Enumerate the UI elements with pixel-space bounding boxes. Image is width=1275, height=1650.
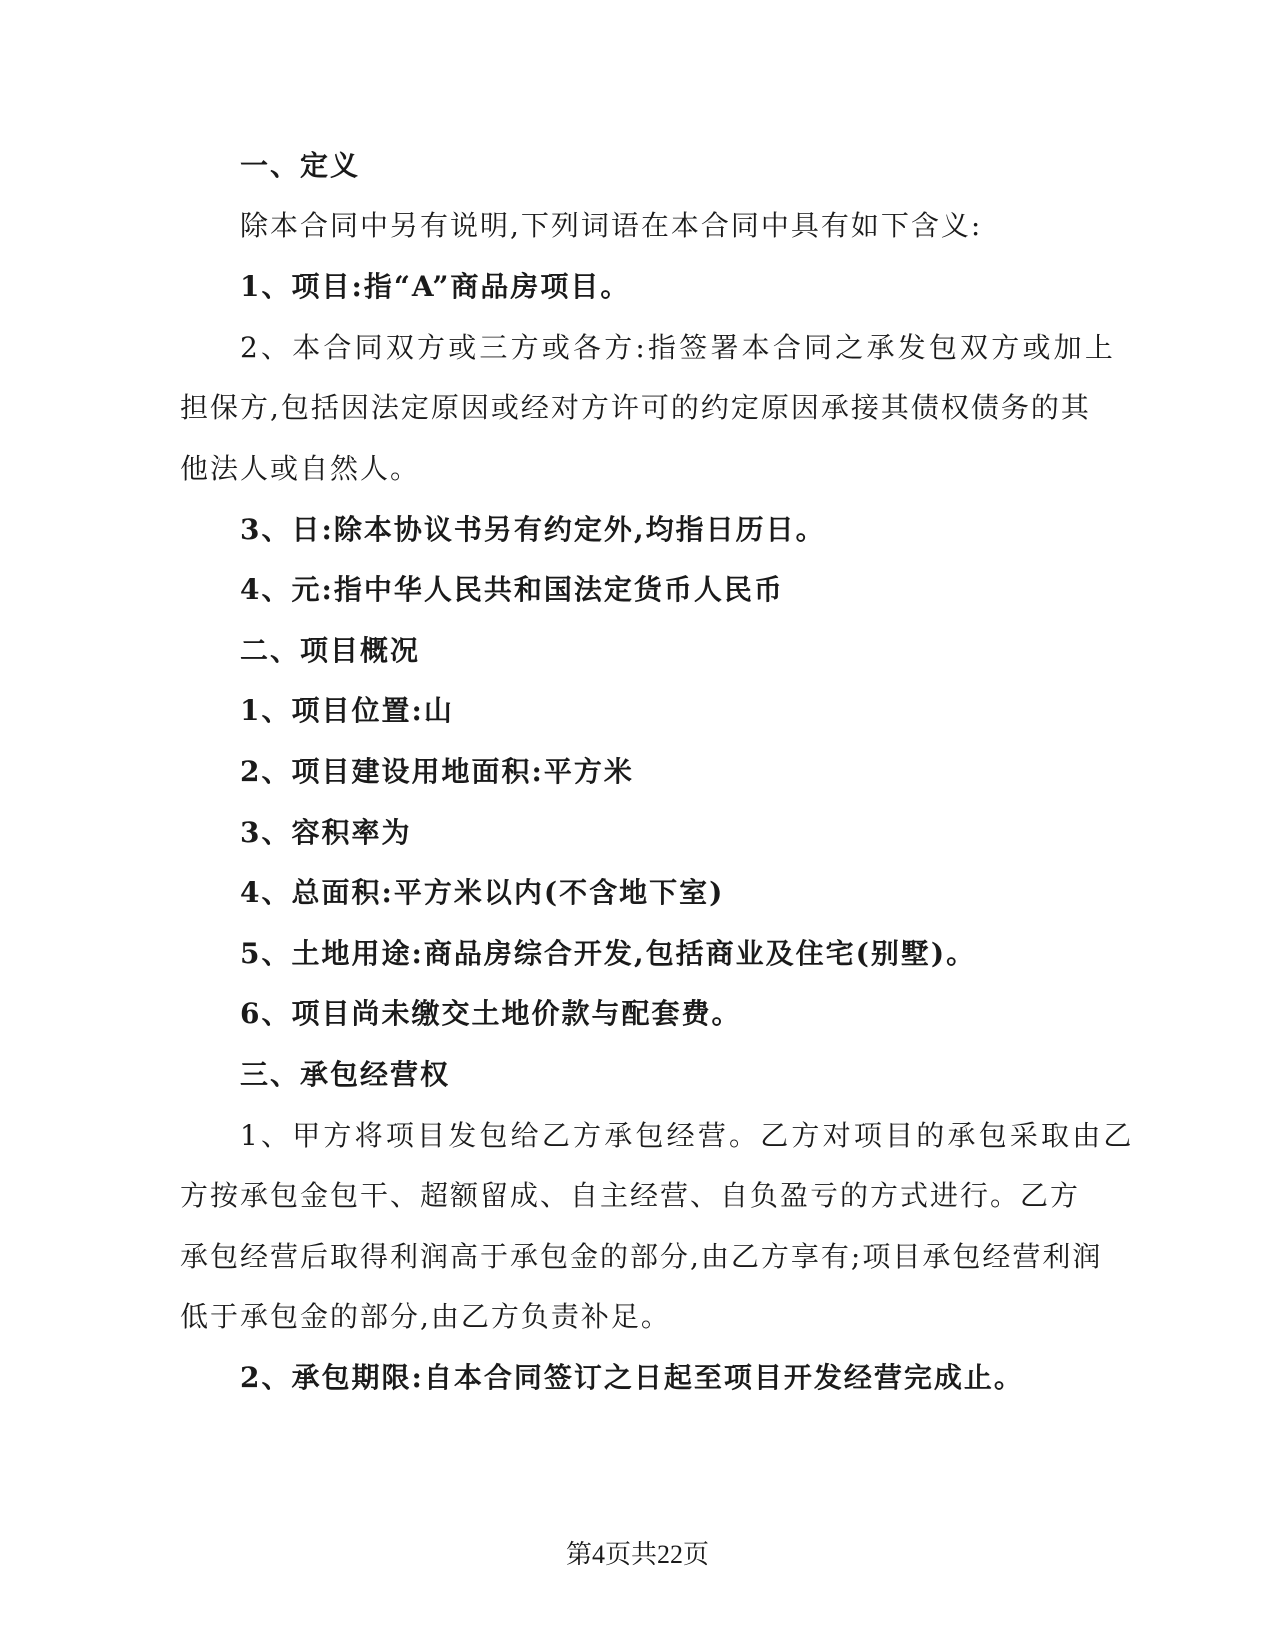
overview-item-3: 3、容积率为 [240, 816, 412, 849]
definition-item-2-line-3: 他法人或自然人。 [180, 452, 421, 485]
definition-item-3: 3、日:除本协议书另有约定外,均指日历日。 [240, 513, 826, 546]
overview-item-6: 6、项目尚未缴交土地价款与配套费。 [240, 997, 742, 1030]
overview-item-1: 1、项目位置:山 [240, 694, 454, 727]
operation-item-1-line-4: 低于承包金的部分,由乙方负责补足。 [180, 1300, 671, 1333]
overview-item-2: 2、项目建设用地面积:平方米 [240, 755, 634, 788]
section-heading-contract-operation: 三、承包经营权 [240, 1058, 451, 1091]
page-number-footer: 第4页共22页 [565, 1540, 709, 1569]
definition-item-2-line-2: 担保方,包括因法定原因或经对方许可的约定原因承接其债权债务的其 [180, 391, 1091, 424]
overview-item-5: 5、土地用途:商品房综合开发,包括商业及住宅(别墅)。 [240, 937, 977, 970]
section-heading-definitions: 一、定义 [240, 149, 361, 182]
operation-item-2: 2、承包期限:自本合同签订之日起至项目开发经营完成止。 [240, 1361, 1024, 1394]
overview-item-4: 4、总面积:平方米以内(不含地下室) [240, 876, 725, 909]
definition-item-1: 1、项目:指“A”商品房项目。 [240, 270, 631, 303]
definition-item-2-line-1: 2、本合同双方或三方或各方:指签署本合同之承发包双方或加上 [240, 331, 1117, 364]
paragraph-intro: 除本合同中另有说明,下列词语在本合同中具有如下含义: [240, 209, 983, 242]
operation-item-1-line-1: 1、甲方将项目发包给乙方承包经营。乙方对项目的承包采取由乙 [240, 1119, 1135, 1152]
definition-item-4: 4、元:指中华人民共和国法定货币人民币 [240, 573, 784, 606]
operation-item-1-line-3: 承包经营后取得利润高于承包金的部分,由乙方享有;项目承包经营利润 [180, 1240, 1103, 1273]
operation-item-1-line-2: 方按承包金包干、超额留成、自主经营、自负盈亏的方式进行。乙方 [180, 1179, 1081, 1212]
section-heading-project-overview: 二、项目概况 [240, 634, 421, 667]
